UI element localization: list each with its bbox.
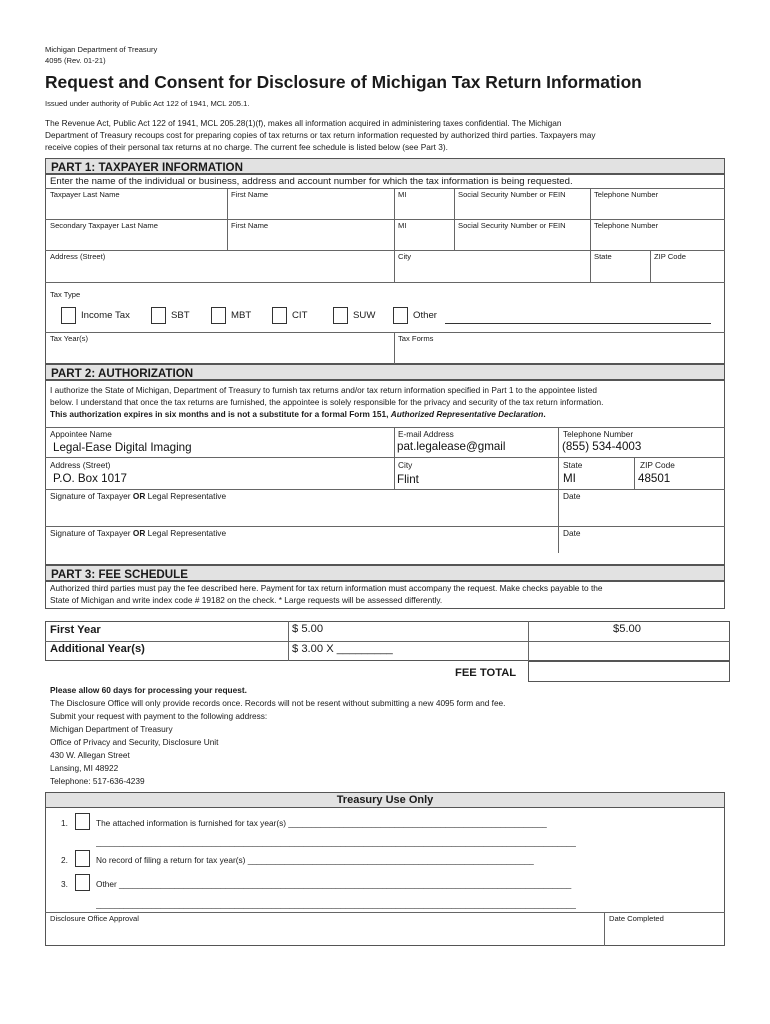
signature-2-or: OR: [132, 528, 146, 538]
state-field[interactable]: [594, 262, 646, 279]
cit-label: CIT: [292, 310, 308, 321]
additional-years-total-field[interactable]: [531, 643, 727, 659]
email-label: E-mail Address: [398, 429, 454, 439]
mail-address-line-1: Michigan Department of Treasury: [50, 724, 173, 734]
phone-label: Telephone Number: [594, 190, 659, 199]
appointee-state-field[interactable]: MI: [563, 472, 576, 485]
date-completed-field[interactable]: [609, 924, 722, 944]
appointee-address-field[interactable]: P.O. Box 1017: [53, 472, 127, 485]
signature-1-or: OR: [132, 491, 146, 501]
signature-2-post: Legal Representative: [147, 528, 227, 538]
tax-years-label: Tax Year(s): [50, 334, 88, 343]
city-field[interactable]: [398, 262, 586, 279]
disclosure-approval-label: Disclosure Office Approval: [50, 914, 139, 923]
mbt-label: MBT: [231, 310, 252, 321]
treasury-item-1-number: 1.: [61, 818, 68, 828]
page-title: Request and Consent for Disclosure of Michigan Tax Return Information: [45, 72, 642, 92]
secondary-mi-label: MI: [398, 221, 407, 230]
mi-field[interactable]: [398, 200, 452, 217]
auth-line-2: below. I understand that once the tax returns are furnished, the appointee is solely responsible for the privacy and security of the tax return information.: [50, 397, 604, 407]
ssn-label: Social Security Number or FEIN: [458, 190, 566, 199]
state-label: State: [594, 252, 612, 261]
treasury-item-3-continuation: ________________________________________________________________________________________________________: [96, 899, 576, 909]
appointee-label: Appointee Name: [50, 429, 112, 439]
mail-telephone: Telephone: 517-636-4239: [50, 776, 145, 786]
signature-2-field[interactable]: [50, 539, 554, 561]
first-year-label: First Year: [50, 624, 101, 636]
signature-1-label: [50, 491, 226, 501]
suw-checkbox[interactable]: [333, 307, 348, 324]
first-year-fee: $ 5.00: [292, 623, 324, 635]
intro-line-1: The Revenue Act, Public Act 122 of 1941, MCL 205.28(1)(f), makes all information acquired in administering taxes confidential. The Michigan: [45, 118, 562, 128]
secondary-ssn-field[interactable]: [458, 231, 588, 248]
treasury-item-1-continuation: ________________________________________________________________________________________________________: [96, 837, 576, 847]
dept-name: Michigan Department of Treasury: [45, 45, 158, 54]
appointee-city-label: City: [398, 460, 413, 470]
secondary-first-label: First Name: [231, 221, 269, 230]
appointee-field[interactable]: Legal-Ease Digital Imaging: [53, 441, 192, 454]
mbt-checkbox[interactable]: [211, 307, 226, 324]
date-1-field[interactable]: [562, 502, 722, 524]
secondary-first-field[interactable]: [231, 231, 391, 248]
income-tax-checkbox[interactable]: [61, 307, 76, 324]
taxpayer-last-field[interactable]: [50, 200, 225, 217]
first-year-total: $5.00: [613, 623, 641, 635]
treasury-item-2-checkbox[interactable]: [75, 850, 90, 867]
suw-label: SUW: [353, 310, 376, 321]
mail-address-line-2: Office of Privacy and Security, Disclosure Unit: [50, 737, 219, 747]
part2-header: PART 2: AUTHORIZATION: [45, 364, 725, 380]
fee-line-1: Authorized third parties must pay the fee described here. Payment for tax return information must accompany the request. Make checks payable to the: [50, 583, 603, 593]
processing-note: Please allow 60 days for processing your request.: [50, 685, 247, 695]
secondary-phone-field[interactable]: [594, 231, 722, 248]
address-label: Address (Street): [50, 252, 106, 261]
other-tax-field[interactable]: [445, 323, 711, 324]
appointee-address-label: Address (Street): [50, 460, 111, 470]
other-checkbox[interactable]: [393, 307, 408, 324]
secondary-last-label: Secondary Taxpayer Last Name: [50, 221, 158, 230]
sbt-label: SBT: [171, 310, 190, 321]
city-label: City: [398, 252, 412, 261]
signature-1-post: Legal Representative: [147, 491, 227, 501]
tax-years-field[interactable]: [50, 344, 390, 361]
auth-line-1: I authorize the State of Michigan, Department of Treasury to furnish tax returns and/or tax return information specified in Part 1 to the appointee listed: [50, 385, 597, 395]
treasury-item-1-checkbox[interactable]: [75, 813, 90, 830]
authority-note: Issued under authority of Public Act 122 of 1941, MCL 205.1.: [45, 99, 250, 108]
income-tax-label: Income Tax: [81, 310, 130, 321]
telephone-label: Telephone Number: [563, 429, 634, 439]
appointee-state-label: State: [563, 460, 583, 470]
email-field[interactable]: pat.legalease@gmail: [397, 440, 506, 453]
appointee-zip-field[interactable]: 48501: [638, 472, 671, 485]
date-2-label: Date: [563, 528, 581, 538]
signature-2-pre: Signature of Taxpayer: [50, 528, 131, 538]
appointee-city-field[interactable]: Flint: [397, 473, 419, 486]
taxpayer-last-label: Taxpayer Last Name: [50, 190, 120, 199]
treasury-item-2-number: 2.: [61, 855, 68, 865]
telephone-field[interactable]: (855) 534-4003: [562, 440, 642, 453]
other-label: Other: [413, 310, 437, 321]
first-name-label: First Name: [231, 190, 269, 199]
mi-label: MI: [398, 190, 407, 199]
date-2-field[interactable]: [562, 539, 722, 561]
fee-total-field[interactable]: [528, 661, 730, 682]
signature-1-pre: Signature of Taxpayer: [50, 491, 131, 501]
fee-line-2: State of Michigan and write index code # 19182 on the check. * Large requests will be assessed differently.: [50, 595, 443, 605]
auth-line-3: [50, 409, 546, 419]
part3-header: PART 3: FEE SCHEDULE: [45, 565, 725, 581]
secondary-ssn-label: Social Security Number or FEIN: [458, 221, 566, 230]
auth-period: .: [543, 409, 546, 419]
ssn-field[interactable]: [458, 200, 588, 217]
records-note: The Disclosure Office will only provide records once. Records will not be resent without submitting a new 4095 form and fee.: [50, 698, 506, 708]
date-completed-label: Date Completed: [609, 914, 664, 923]
treasury-item-3-number: 3.: [61, 879, 68, 889]
additional-years-fee: $ 3.00 X _________: [292, 643, 393, 655]
intro-line-2: Department of Treasury recoups cost for preparing copies of tax returns or tax return information requested by authorized third parties. Taxpayers may: [45, 130, 596, 140]
treasury-item-3-checkbox[interactable]: [75, 874, 90, 891]
form-revision: 4095 (Rev. 01-21): [45, 56, 106, 65]
mail-address-line-3: 430 W. Allegan Street: [50, 750, 130, 760]
intro-line-3: receive copies of their personal tax returns at no charge. The current fee schedule is listed below (see Part 3).: [45, 142, 448, 152]
tax-type-label: Tax Type: [50, 290, 81, 299]
phone-field[interactable]: [594, 200, 722, 217]
treasury-header: Treasury Use Only: [46, 793, 724, 808]
signature-1-field[interactable]: [50, 502, 554, 524]
treasury-item-2: No record of filing a return for tax year(s) ______________________________________________________________: [96, 855, 534, 865]
part1-header: PART 1: TAXPAYER INFORMATION: [45, 158, 725, 174]
zip-field[interactable]: [654, 262, 722, 279]
tax-forms-label: Tax Forms: [398, 334, 434, 343]
auth-expiry-text: This authorization expires in six months and is not a substitute for a formal Form 151,: [50, 409, 389, 419]
disclosure-approval-field[interactable]: [50, 924, 600, 944]
cit-checkbox[interactable]: [272, 307, 287, 324]
date-1-label: Date: [563, 491, 581, 501]
part1-instruction: Enter the name of the individual or business, address and account number for which the tax information is being requested.: [50, 176, 573, 187]
treasury-item-3: Other __________________________________________________________________________________________________: [96, 879, 572, 889]
address-field[interactable]: [50, 262, 390, 279]
first-name-field[interactable]: [231, 200, 391, 217]
additional-years-label: Additional Year(s): [50, 643, 145, 655]
zip-label: ZIP Code: [654, 252, 686, 261]
secondary-last-field[interactable]: [50, 231, 225, 248]
sbt-checkbox[interactable]: [151, 307, 166, 324]
signature-2-label: [50, 528, 226, 538]
auth-form-name: Authorized Representative Declaration: [390, 409, 544, 419]
secondary-mi-field[interactable]: [398, 231, 452, 248]
treasury-item-1: The attached information is furnished for tax year(s) ________________________________________________________: [96, 818, 547, 828]
secondary-phone-label: Telephone Number: [594, 221, 659, 230]
appointee-zip-label: ZIP Code: [640, 460, 675, 470]
submit-note: Submit your request with payment to the following address:: [50, 711, 268, 721]
tax-forms-field[interactable]: [398, 344, 722, 361]
mail-address-line-4: Lansing, MI 48922: [50, 763, 119, 773]
fee-total-label: FEE TOTAL: [455, 667, 517, 679]
